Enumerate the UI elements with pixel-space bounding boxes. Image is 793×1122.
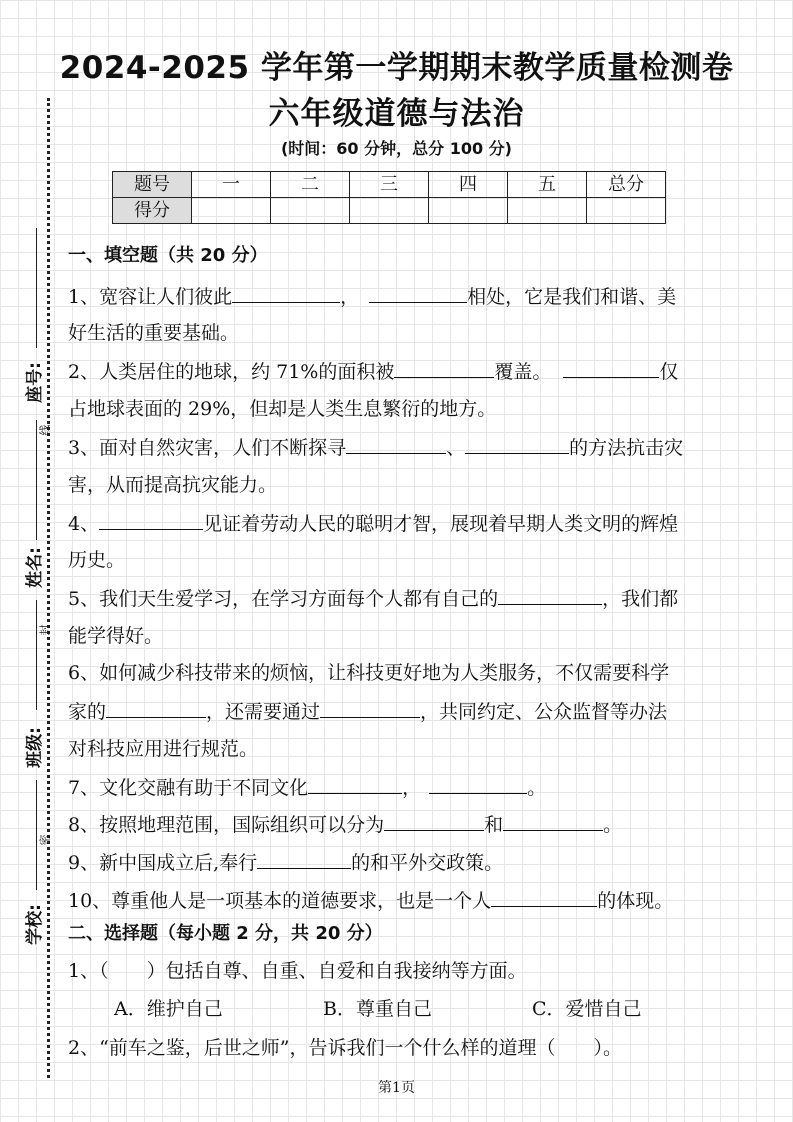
score-table-header-cell: 一 bbox=[192, 172, 271, 198]
question-1 bbox=[68, 284, 676, 309]
seat-label: 座号: bbox=[24, 362, 45, 403]
section1-heading: 一、填空题（共 20 分） bbox=[68, 245, 268, 266]
page-number: 第1页 bbox=[378, 1080, 415, 1096]
answer-blank[interactable] bbox=[320, 699, 420, 718]
seal-line-char: 线 bbox=[38, 424, 52, 436]
question-text: 的体现。 bbox=[597, 890, 674, 912]
score-cell[interactable] bbox=[508, 198, 587, 224]
question-text: ，我们都 bbox=[602, 588, 679, 610]
question-6-cont bbox=[68, 699, 667, 724]
question-text: ，共同约定、公众监督等办法 bbox=[420, 701, 668, 723]
answer-blank[interactable] bbox=[491, 888, 597, 907]
answer-blank[interactable] bbox=[346, 435, 446, 454]
score-table-row-label: 得分 bbox=[113, 198, 192, 224]
question-5 bbox=[68, 586, 678, 611]
question-text: 仅 bbox=[659, 361, 679, 383]
seal-seal-char: 封 bbox=[38, 624, 52, 636]
school-label: 学校: bbox=[24, 904, 45, 945]
question-7 bbox=[68, 775, 546, 800]
score-table-header-cell: 五 bbox=[508, 172, 587, 198]
question-text: ， bbox=[340, 286, 360, 308]
question-text: 的方法抗击灾 bbox=[569, 437, 684, 459]
score-cell[interactable] bbox=[350, 198, 429, 224]
question-text: 见证着劳动人民的聪明才智，展现着早期人类文明的辉煌 bbox=[203, 513, 679, 535]
score-table-header-cell: 总分 bbox=[587, 172, 666, 198]
question-3 bbox=[68, 435, 683, 460]
score-table-header-row bbox=[113, 172, 666, 198]
question-text: 1、宽容让人们彼此 bbox=[68, 286, 233, 308]
question-2 bbox=[68, 359, 678, 384]
score-table-header-cell: 三 bbox=[350, 172, 429, 198]
question-text: 9、新中国成立后,奉行 bbox=[68, 852, 258, 874]
name-write-line[interactable] bbox=[36, 420, 37, 540]
question-text: 家的 bbox=[68, 701, 107, 723]
question-text: ， bbox=[402, 777, 422, 799]
question-4-cont: 历史。 bbox=[68, 549, 126, 571]
question-text: 4、 bbox=[68, 513, 100, 535]
exam-title: 2024-2025 学年第一学期期末教学质量检测卷 bbox=[59, 50, 734, 86]
answer-blank[interactable] bbox=[308, 775, 402, 794]
section2-heading: 二、选择题（每小题 2 分，共 20 分） bbox=[68, 923, 383, 944]
question-text: 。 bbox=[603, 814, 623, 836]
question-1-cont: 好生活的重要基础。 bbox=[68, 322, 240, 344]
answer-blank[interactable] bbox=[503, 812, 603, 831]
score-cell[interactable] bbox=[587, 198, 666, 224]
answer-blank[interactable] bbox=[465, 435, 569, 454]
answer-blank[interactable] bbox=[106, 699, 206, 718]
binding-dotted-line bbox=[47, 98, 50, 1078]
answer-blank[interactable] bbox=[394, 359, 494, 378]
score-cell[interactable] bbox=[192, 198, 271, 224]
question-text: ，还需要通过 bbox=[206, 701, 321, 723]
answer-blank[interactable] bbox=[429, 775, 527, 794]
score-cell[interactable] bbox=[271, 198, 350, 224]
question-text: 8、按照地理范围，国际组织可以分为 bbox=[68, 814, 385, 836]
question-text: 的和平外交政策。 bbox=[351, 852, 504, 874]
choice-question-2: 2、“前车之鉴，后世之师”，告诉我们一个什么样的道理（ ）。 bbox=[68, 1037, 623, 1059]
question-text: 、 bbox=[446, 437, 466, 459]
question-8 bbox=[68, 812, 622, 837]
question-10 bbox=[68, 888, 673, 913]
question-4 bbox=[68, 511, 678, 536]
score-table-score-row bbox=[113, 198, 666, 224]
answer-blank[interactable] bbox=[232, 284, 340, 303]
answer-blank[interactable] bbox=[384, 812, 484, 831]
question-text: 2、人类居住的地球，约 71%的面积被 bbox=[68, 361, 395, 383]
question-text: 覆盖。 bbox=[494, 361, 552, 383]
question-text: 10、尊重他人是一项基本的道德要求，也是一个人 bbox=[68, 890, 492, 912]
question-text: 7、文化交融有助于不同文化 bbox=[68, 777, 309, 799]
answer-blank[interactable] bbox=[257, 850, 351, 869]
question-2-cont: 占地球表面的 29%，但却是人类生息繁衍的地方。 bbox=[68, 398, 497, 420]
question-text: 5、我们天生爱学习，在学习方面每个人都有自己的 bbox=[68, 588, 499, 610]
class-write-line[interactable] bbox=[36, 600, 37, 710]
question-6: 6、如何减少科技带来的烦恼，让科技更好地为人类服务，不仅需要科学 bbox=[68, 662, 670, 684]
class-label: 班级: bbox=[24, 727, 45, 768]
score-table-header-cell: 二 bbox=[271, 172, 350, 198]
school-write-line[interactable] bbox=[36, 780, 37, 890]
name-label: 姓名: bbox=[24, 547, 45, 588]
score-table-header-cell: 题号 bbox=[113, 172, 192, 198]
seat-write-line[interactable] bbox=[36, 228, 37, 348]
question-3-cont: 害，从而提高抗灾能力。 bbox=[68, 474, 278, 496]
question-5-cont: 能学得好。 bbox=[68, 625, 164, 647]
exam-info: (时间：60 分钟，总分 100 分) bbox=[280, 139, 512, 158]
score-table bbox=[112, 171, 666, 224]
exam-subject: 六年级道德与法治 bbox=[268, 96, 525, 132]
answer-blank[interactable] bbox=[369, 284, 467, 303]
choice-option-a[interactable]: A．维护自己 bbox=[114, 998, 223, 1020]
choice-question-1: 1、（ ）包括自尊、自重、自爱和自我接纳等方面。 bbox=[68, 960, 527, 982]
question-text: 相处，它是我们和谐、美 bbox=[467, 286, 677, 308]
question-6-cont2: 对科技应用进行规范。 bbox=[68, 738, 259, 760]
question-text: 3、面对自然灾害，人们不断探寻 bbox=[68, 437, 347, 459]
score-table-header-cell: 四 bbox=[429, 172, 508, 198]
choice-option-b[interactable]: B．尊重自己 bbox=[323, 998, 432, 1020]
answer-blank[interactable] bbox=[563, 359, 659, 378]
seal-secret-char: 密 bbox=[38, 834, 52, 846]
question-text: 。 bbox=[527, 777, 547, 799]
answer-blank[interactable] bbox=[498, 586, 602, 605]
answer-blank[interactable] bbox=[99, 511, 203, 530]
question-text: 和 bbox=[484, 814, 504, 836]
score-cell[interactable] bbox=[429, 198, 508, 224]
question-9 bbox=[68, 850, 503, 875]
choice-option-c[interactable]: C．爱惜自己 bbox=[532, 998, 642, 1020]
